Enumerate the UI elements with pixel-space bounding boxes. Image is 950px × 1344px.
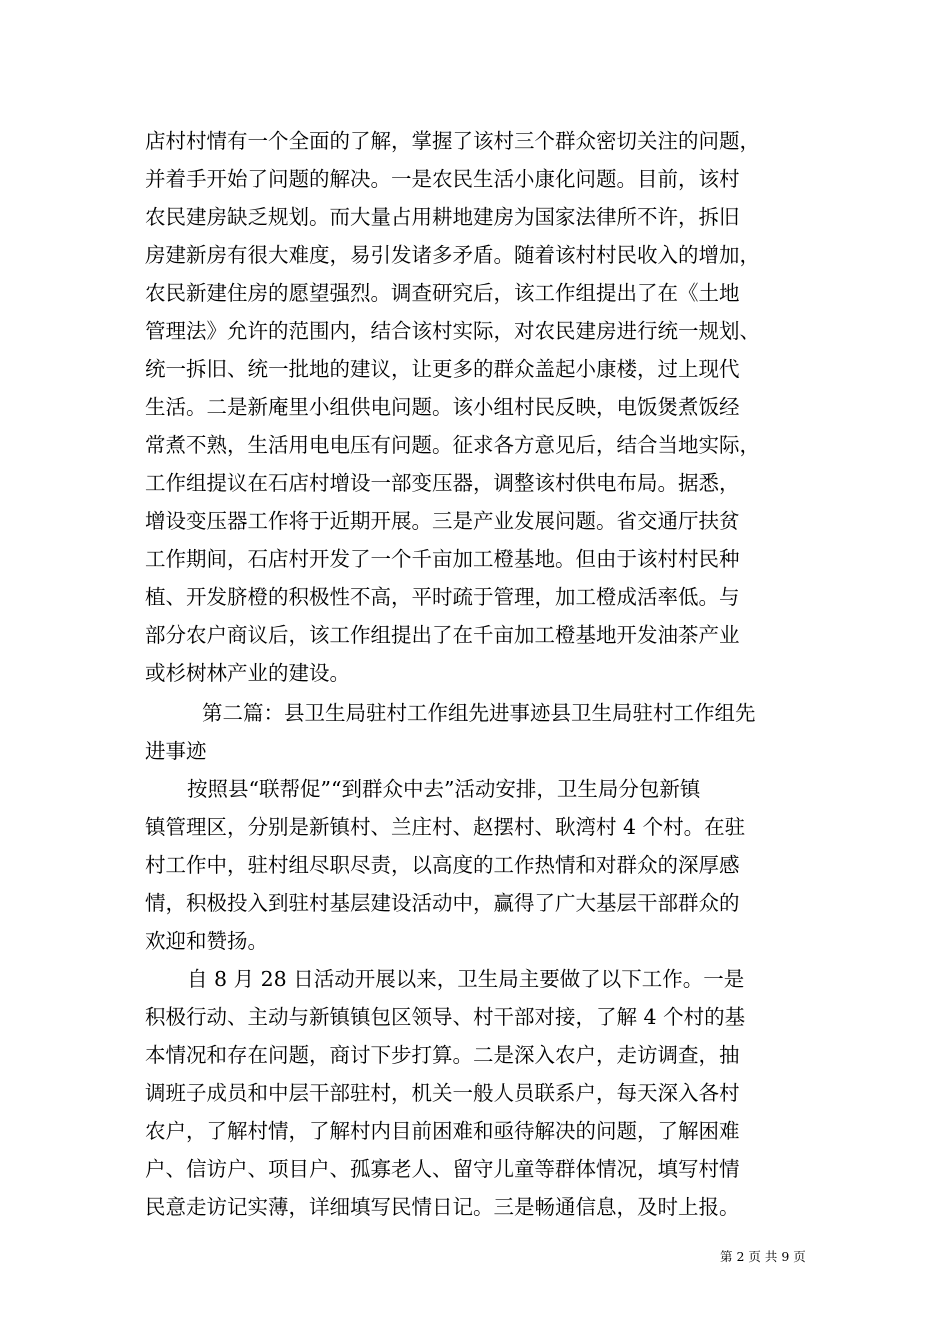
body-text-line: 增设变压器工作将于近期开展。三是产业发展问题。省交通厅扶贫: [145, 509, 740, 533]
body-text-line: 工作组提议在石店村增设一部变压器，调整该村供电布局。据悉，: [145, 471, 740, 495]
body-text-line: 自 8 月 28 日活动开展以来，卫生局主要做了以下工作。一是: [187, 967, 745, 991]
body-text-line: 植、开发脐橙的积极性不高，平时疏于管理，加工橙成活率低。与: [145, 585, 740, 609]
body-text-line: 农民新建住房的愿望强烈。调查研究后，该工作组提出了在《土地: [145, 281, 740, 305]
body-text-line: 管理法》允许的范围内，结合该村实际，对农民建房进行统一规划、: [145, 319, 760, 343]
page-number: 第 2 页 共 9 页: [720, 1249, 806, 1264]
body-text-line: 部分农户商议后，该工作组提出了在千亩加工橙基地开发油茶产业: [145, 623, 740, 647]
section-heading: 第二篇：县卫生局驻村工作组先进事迹县卫生局驻村工作组先: [202, 701, 756, 725]
section-heading-continuation: 进事迹: [145, 739, 207, 763]
body-text-line: 村工作中，驻村组尽职尽责，以高度的工作热情和对群众的深厚感: [145, 853, 740, 877]
body-text-line: 积极行动、主动与新镇镇包区领导、村干部对接，了解 4 个村的基: [145, 1005, 746, 1029]
body-text-line: 户、信访户、项目户、孤寡老人、留守儿童等群体情况，填写村情: [145, 1157, 740, 1181]
body-text-line: 工作期间，石店村开发了一个千亩加工橙基地。但由于该村村民种: [145, 547, 740, 571]
body-text-line: 店村村情有一个全面的了解，掌握了该村三个群众密切关注的问题，: [145, 129, 760, 153]
body-text-line: 本情况和存在问题，商讨下步打算。二是深入农户，走访调查，抽: [145, 1043, 740, 1067]
body-text-line: 常煮不熟，生活用电电压有问题。征求各方意见后，结合当地实际，: [145, 433, 760, 457]
body-text-line: 生活。二是新庵里小组供电问题。该小组村民反映，电饭煲煮饭经: [145, 395, 740, 419]
body-text-line: 农户，了解村情，了解村内目前困难和亟待解决的问题，了解困难: [145, 1119, 740, 1143]
body-text-line: 欢迎和赞扬。: [145, 929, 268, 953]
body-text-line: 按照县“联帮促”“到群众中去”活动安排，卫生局分包新镇: [187, 777, 701, 801]
body-text-line: 房建新房有很大难度，易引发诸多矛盾。随着该村村民收入的增加，: [145, 243, 760, 267]
body-text-line: 统一拆旧、统一批地的建议，让更多的群众盖起小康楼，过上现代: [145, 357, 740, 381]
body-text-line: 民意走访记实薄，详细填写民情日记。三是畅通信息，及时上报。: [145, 1195, 740, 1219]
body-text-line: 镇管理区，分别是新镇村、兰庄村、赵摆村、耿湾村 4 个村。在驻: [145, 815, 746, 839]
body-text-line: 调班子成员和中层干部驻村，机关一般人员联系户，每天深入各村: [145, 1081, 740, 1105]
body-text-line: 并着手开始了问题的解决。一是农民生活小康化问题。目前，该村: [145, 167, 740, 191]
body-text-line: 或杉树林产业的建设。: [145, 661, 350, 685]
body-text-line: 农民建房缺乏规划。而大量占用耕地建房为国家法律所不许，拆旧: [145, 205, 740, 229]
body-text-line: 情，积极投入到驻村基层建设活动中，赢得了广大基层干部群众的: [145, 891, 740, 915]
